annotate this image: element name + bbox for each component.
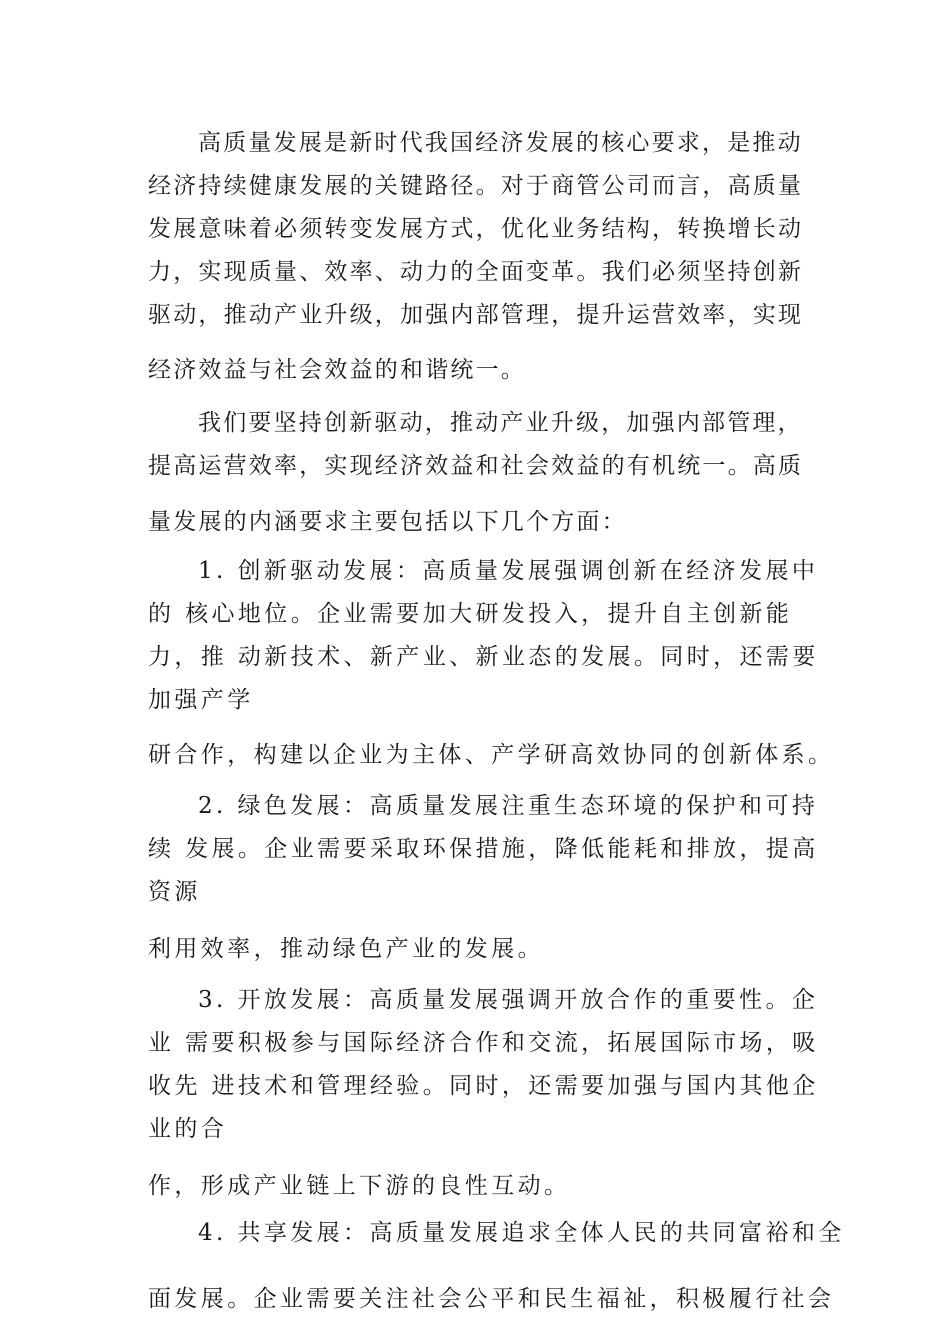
para-1-line-1: 高质量发展是新时代我国经济发展的核心要求，是推动 xyxy=(198,130,803,156)
item-1-line-4: 加强产学 xyxy=(148,687,254,713)
item-1-line-5: 研合作，构建以企业为主体、产学研高效协同的创新体系。 xyxy=(148,742,835,768)
para-1-line-3: 发展意味着必须转变发展方式，优化业务结构，转换增长动 xyxy=(148,216,804,242)
para-1-line-4: 力，实现质量、效率、动力的全面变革。我们必须坚持创新 xyxy=(148,259,804,285)
item-1-line-1: 1. 创新驱动发展：高质量发展强调创新在经济发展中 xyxy=(198,558,819,584)
item-2-line-1: 2. 绿色发展：高质量发展注重生态环境的保护和可持 xyxy=(198,793,819,819)
item-1-line-2: 的 核心地位。企业需要加大研发投入，提升自主创新能 xyxy=(148,601,793,627)
item-2-line-3: 资源 xyxy=(148,879,201,905)
para-2-line-1: 我们要坚持创新驱动，推动产业升级，加强内部管理， xyxy=(198,410,803,436)
para-2-line-3: 量发展的内涵要求主要包括以下几个方面： xyxy=(148,509,627,535)
para-1-line-5: 驱动，推动产业升级，加强内部管理，提升运营效率，实现 xyxy=(148,302,804,328)
item-3-line-4: 业的合 xyxy=(148,1116,228,1142)
item-3-line-3: 收先 进技术和管理经验。同时，还需要加强与国内其他企 xyxy=(148,1073,819,1099)
item-3-line-1: 3. 开放发展：高质量发展强调开放合作的重要性。企 xyxy=(198,987,819,1013)
item-1-line-3: 力，推 动新技术、新产业、新业态的发展。同时，还需要 xyxy=(148,644,819,670)
item-3-line-5: 作，形成产业链上下游的良性互动。 xyxy=(148,1173,571,1199)
item-2-line-2: 续 发展。企业需要采取环保措施，降低能耗和排放，提高 xyxy=(148,836,819,862)
item-3-line-2: 业 需要积极参与国际经济合作和交流，拓展国际市场，吸 xyxy=(148,1030,819,1056)
para-1-line-6: 经济效益与社会效益的和谐统一。 xyxy=(148,357,526,383)
item-2-line-4: 利用效率，推动绿色产业的发展。 xyxy=(148,936,544,962)
item-4-line-2: 面发展。企业需要关注社会公平和民生福祉，积极履行社会 xyxy=(148,1286,835,1312)
para-2-line-2: 提高运营效率，实现经济效益和社会效益的有机统一。高质 xyxy=(148,453,804,479)
item-4-line-1: 4. 共享发展：高质量发展追求全体人民的共同富裕和全 xyxy=(198,1220,845,1246)
para-1-line-2: 经济持续健康发展的关键路径。对于商管公司而言，高质量 xyxy=(148,173,804,199)
